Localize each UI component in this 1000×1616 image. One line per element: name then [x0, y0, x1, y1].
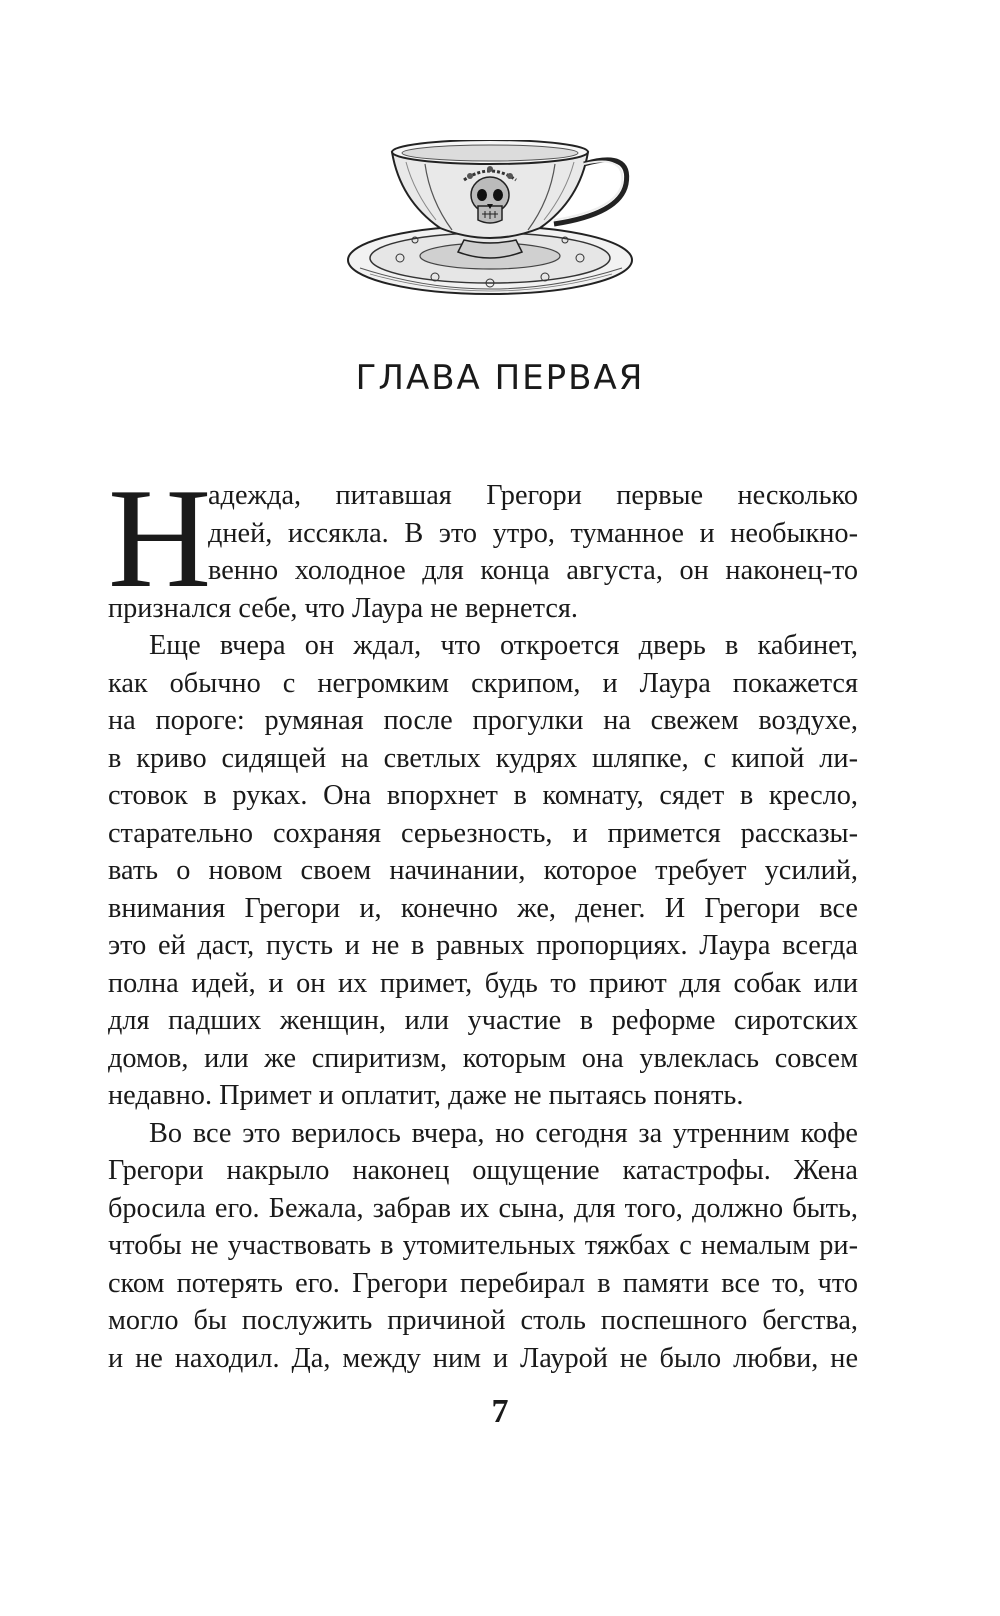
text-line: венно холодное для конца августа, он наконец-то	[208, 555, 858, 586]
text-line: внимания Грегори и, конечно же, денег. И Грегори все	[108, 892, 858, 924]
text-line: и не находил. Да, между ним и Лаурой не было любви, не	[108, 1342, 858, 1374]
text-line: домов, или же спиритизм, которым она увлеклась совсем	[108, 1042, 858, 1074]
text-line: признался себе, что Лаура не вернется.	[108, 592, 578, 624]
text-line: адежда, питавшая Грегори первые несколько	[208, 480, 858, 511]
text-line: чтобы не участвовать в утомительных тяжбах с немалым ри-	[108, 1230, 858, 1261]
text-line: могло бы послужить причиной столь поспешного бегства,	[108, 1305, 858, 1336]
text-line: вать о новом своем начинании, которое требует усилий,	[108, 855, 858, 886]
text-line: дней, иссякла. В это утро, туманное и необыкно-	[208, 517, 858, 549]
text-line: как обычно с негромким скрипом, и Лаура покажется	[108, 667, 858, 699]
teacup-skull-illustration	[340, 140, 650, 310]
text-line: для падших женщин, или участие в реформе сиротских	[108, 1005, 858, 1036]
text-line: полна идей, и он их примет, будь то приют для собак или	[108, 967, 858, 999]
text-line: Грегори накрыло наконец ощущение катастрофы. Жена	[108, 1155, 858, 1186]
chapter-body-text	[108, 459, 858, 1377]
text-line: Еще вчера он ждал, что откроется дверь в кабинет,	[149, 630, 858, 661]
text-line: в криво сидящей на светлых кудрях шляпке, с кипой ли-	[108, 742, 858, 774]
text-line: бросила его. Бежала, забрав их сына, для того, должно быть,	[108, 1192, 858, 1224]
text-line: недавно. Примет и оплатит, даже не пытаясь понять.	[108, 1080, 744, 1111]
text-line: Во все это верилось вчера, но сегодня за утренним кофе	[149, 1117, 858, 1149]
text-line: это ей даст, пусть и не в равных пропорциях. Лаура всегда	[108, 930, 858, 961]
chapter-title: ГЛАВА ПЕРВАЯ	[355, 358, 645, 398]
drop-cap: Н	[108, 459, 212, 617]
text-line: старательно сохраняя серьезность, и примется рассказы-	[108, 817, 858, 849]
page-number: 7	[491, 1393, 509, 1430]
text-line: стовок в руках. Она впорхнет в комнату, сядет в кресло,	[108, 780, 858, 811]
text-line: ском потерять его. Грегори перебирал в памяти все то, что	[108, 1267, 858, 1299]
text-line: на пороге: румяная после прогулки на свежем воздухе,	[108, 705, 858, 736]
